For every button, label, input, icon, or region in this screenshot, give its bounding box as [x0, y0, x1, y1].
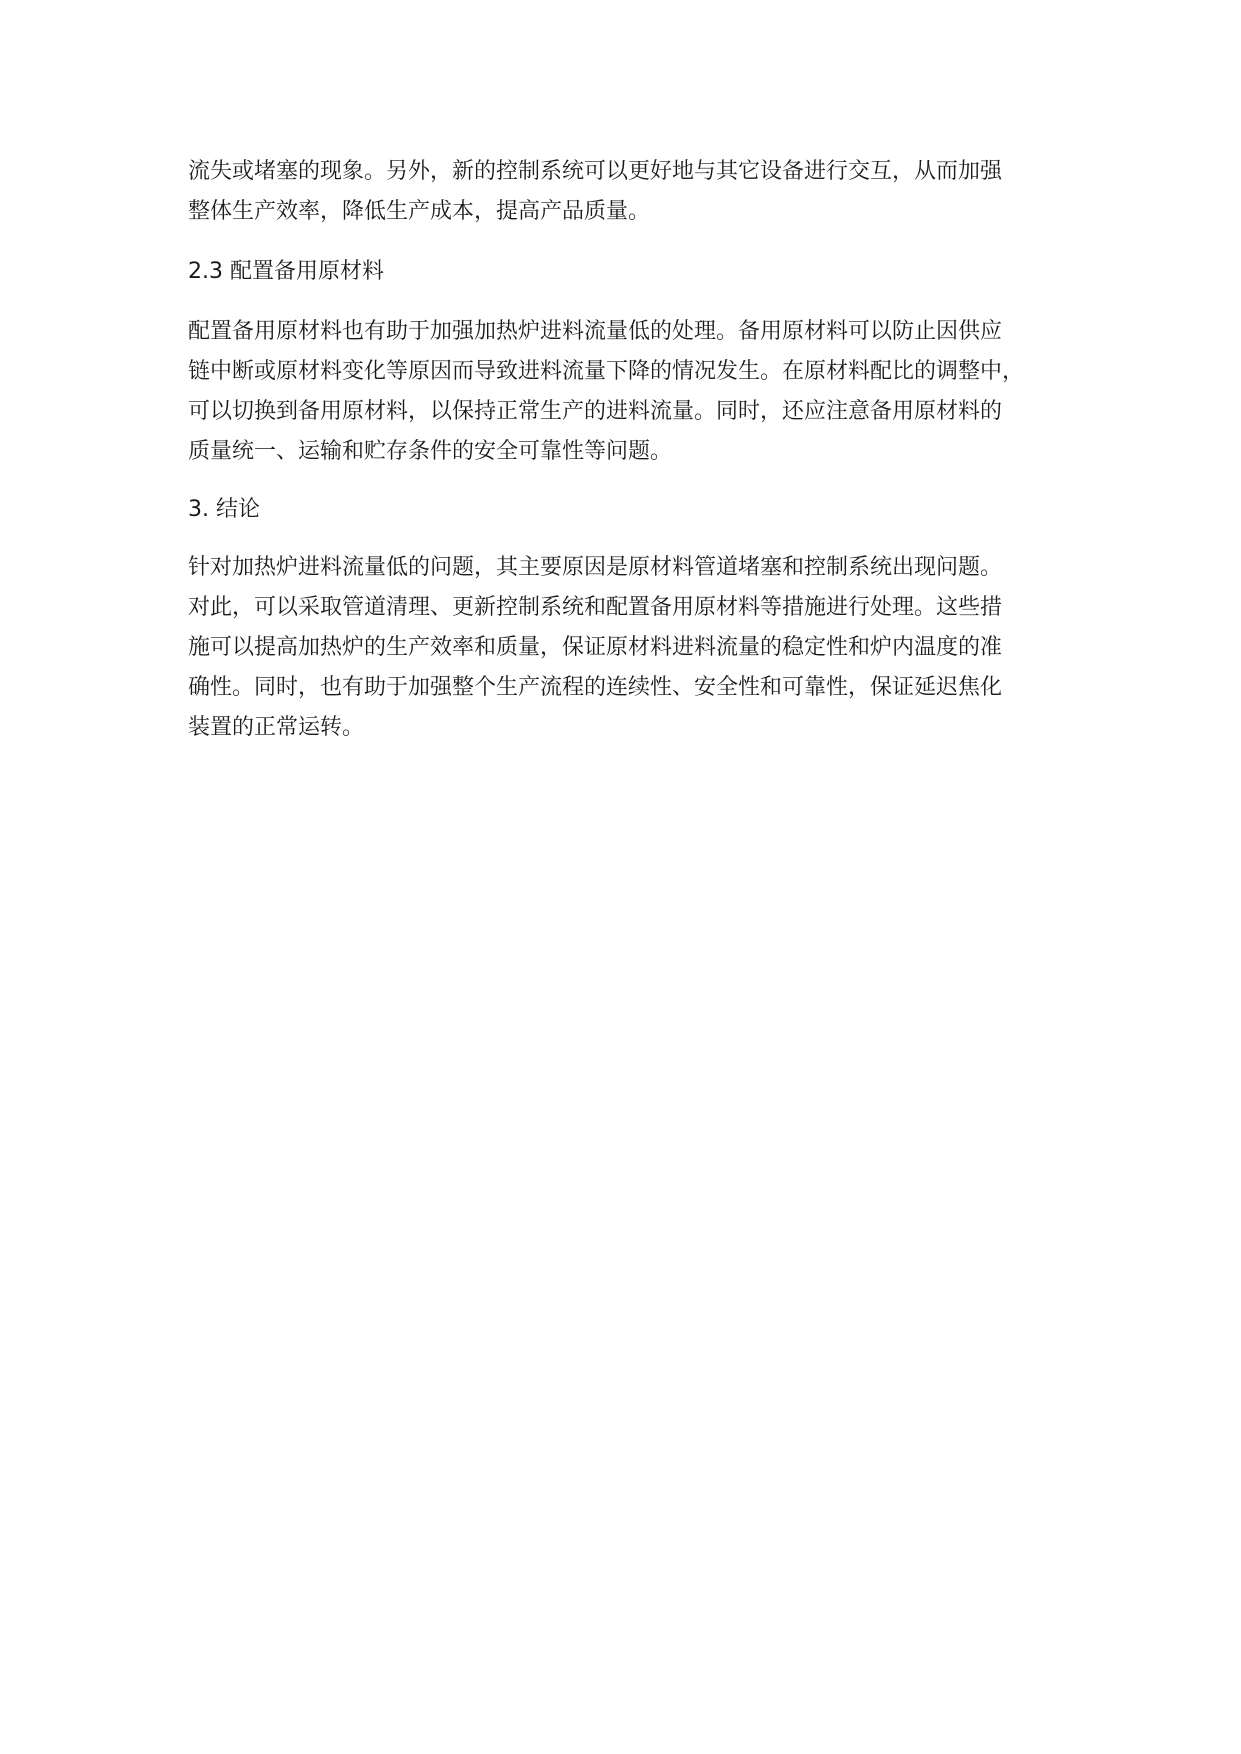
- section-heading-3: 3. 结论: [188, 497, 260, 522]
- paragraph-section-2-3: [188, 312, 1078, 472]
- paragraph-line: 整体生产效率，降低生产成本，提高产品质量。: [188, 199, 651, 224]
- paragraph-line: 流失或堵塞的现象。另外，新的控制系统可以更好地与其它设备进行交互，从而加强: [188, 159, 1003, 184]
- paragraph-line: 确性。同时，也有助于加强整个生产流程的连续性、安全性和可靠性，保证延迟焦化: [188, 675, 1003, 700]
- section-heading-2-3: 2.3 配置备用原材料: [188, 259, 384, 284]
- paragraph-line: 针对加热炉进料流量低的问题，其主要原因是原材料管道堵塞和控制系统出现问题。: [188, 555, 1003, 580]
- paragraph-section-3: [188, 548, 1078, 748]
- paragraph-line: 装置的正常运转。: [188, 715, 365, 740]
- paragraph-line: 施可以提高加热炉的生产效率和质量，保证原材料进料流量的稳定性和炉内温度的准: [188, 635, 1003, 660]
- paragraph-line: 可以切换到备用原材料，以保持正常生产的进料流量。同时，还应注意备用原材料的: [188, 399, 1003, 424]
- paragraph-intro: [188, 152, 1078, 232]
- paragraph-line: 链中断或原材料变化等原因而导致进料流量下降的情况发生。在原材料配比的调整中，: [188, 359, 1025, 384]
- paragraph-line: 配置备用原材料也有助于加强加热炉进料流量低的处理。备用原材料可以防止因供应: [188, 319, 1003, 344]
- document-body: [188, 152, 1078, 748]
- paragraph-line: 质量统一、运输和贮存条件的安全可靠性等问题。: [188, 439, 673, 464]
- paragraph-line: 对此，可以采取管道清理、更新控制系统和配置备用原材料等措施进行处理。这些措: [188, 595, 1003, 620]
